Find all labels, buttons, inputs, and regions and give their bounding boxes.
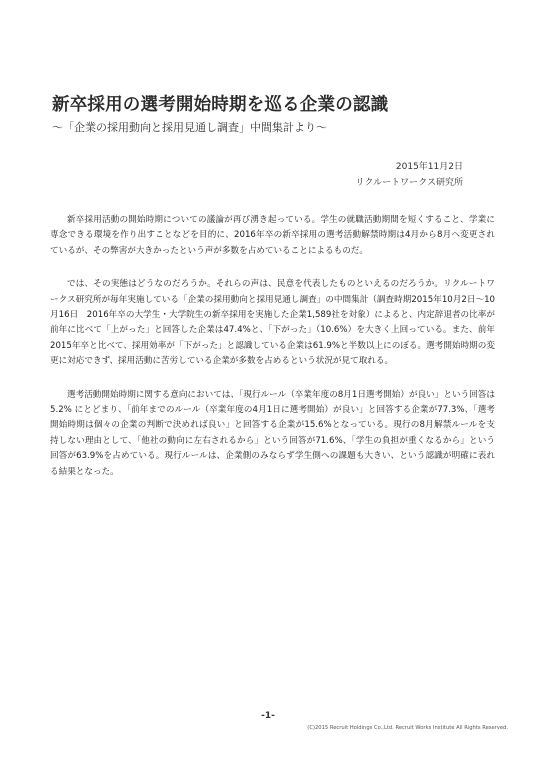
publication-date: 2015年11月2日: [395, 162, 463, 172]
paragraph-company-preferences: 選考活動開始時期に関する意向においては、「現行ルール（卒業年度の8月1日選考開始）が良い」という回答は5.2% にとどまり、「前年までのルール（卒業年度の4月1日に選考開始）が良い」と回答する企業が77.3%、「選考開始時期は個々の企業の判断で決めれば良い」と回答する企業が15.6%となっている。現行の8月解禁ルールを支持しない理由として、「他社の動向に左右されるから」という回答が71.6%、「学生の負担が重くなるから」という回答が63.9%を占めている。現行ルールは、企業側のみならず学生側への課題も大きい、という認識が明確に表れる結果となった。: [50, 389, 495, 477]
copyright-notice: (C)2015 Recruit Holdings Co.,Ltd. Recruit Works Institute All Rights Reserved.: [307, 725, 508, 731]
paragraph-background: 新卒採用活動の開始時期についての議論が再び湧き起っている。学生の就職活動期間を短くすること、学業に専念できる環境を作り出すことなどを目的に、2016年卒の新卒採用の選考活動解禁時期は4月から8月へ変更されているが、その弊害が大きかったという声が多数を占めていることによるものだ。: [50, 215, 495, 256]
page-number: -1-: [261, 711, 275, 721]
document-title: 新卒採用の選考開始時期を巡る企業の認識: [52, 95, 389, 115]
document-subtitle: ～「企業の採用動向と採用見通し調査」中間集計より～: [52, 121, 327, 134]
document-body: [50, 213, 495, 498]
organization-name: リクルートワークス研究所: [355, 178, 463, 188]
paragraph-survey-findings: では、その実態はどうなのだろうか。それらの声は、民意を代表したものといえるのだろうか。リクルートワークス研究所が毎年実施している「企業の採用動向と採用見通し調査」の中間集計（調査時期2015年10月2日～10月16日 2016年卒の大学生・大学院生の新卒採用を実施した企業1,589社を対象）によると、内定辞退者の比率が前年に比べて「上がった」と回答した企業は47.4%と、「下がった」（10.6%）を大きく上回っている。また、前年2015年卒と比べて、採用効率が「下がった」と認識している企業は61.9%と半数以上にのぼる。選考開始時期の変更に対応できず、採用活動に苦労している企業が多数を占めるという状況が見て取れる。: [50, 279, 495, 367]
